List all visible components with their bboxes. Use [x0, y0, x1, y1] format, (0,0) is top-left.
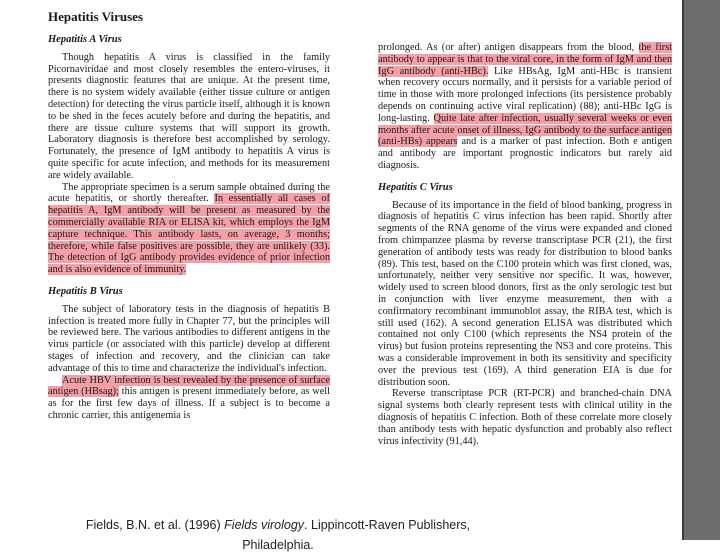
citation-caption [38, 515, 518, 555]
hbv-paragraph-2-text: this antigen is present immediately before, as well as for the first few days of illness. If a subject is to become a chronic carrier, this antigenemia is [48, 386, 330, 421]
right-text-b: Like HBsAg, IgM anti-HBc is transient when recovery occurs normally, and it persists for a variable period of time in those with more prolonged infections (its persistence probably depends on continuing active viral replication) (88); anti-HBc IgG is long-lasting. [378, 65, 672, 124]
anti-hbs-highlight: Quite late after infection, usually several weeks or even months after acute onset of illness, IgG antibody to the surface antigen (anti-HBs) appears [378, 112, 673, 148]
citation-book: Fields virology [224, 518, 305, 532]
hav-paragraph-2-text: The appropriate specimen is a serum sample obtained during the acute hepatitis, or shortly thereafter. [48, 181, 330, 205]
hbv-paragraph-1: The subject of laboratory tests in the diagnosis of hepatitis B infection is treated more fully in Chapter 77, but the principles will be reviewed here. The various antibodies to different antigens in the virus particle (or associated with this particle) develop at different stages of infection and recovery, and the clinician can take advantage of this to time and characterize the individual's infection. [48, 303, 330, 374]
document-page [40, 6, 680, 526]
hcv-paragraph-2: Reverse transcriptase PCR (RT-PCR) and branched-chain DNA signal systems both clearly represent tests with clinical utility in the diagnosis of hepatitis C infection. Both of these correlate more closely than antibody tests with hepatic dysfunction and probably also reflect virus infectivity (91,44). [378, 388, 672, 447]
hcv-heading: Hepatitis C Virus [378, 181, 453, 193]
right-text-c: and is a marker of past infection. Both e antigen and antibody are important prognostic indicators but rarely aid diagnosis. [378, 136, 672, 171]
right-column [378, 42, 672, 447]
hbv-heading: Hepatitis B Virus [48, 285, 123, 297]
anti-hbc-highlight: the first antibody to appear is that to the viral core, in the form of IgM and then IgG antibody (anti-HBc). [378, 42, 672, 77]
hbv-paragraph-2 [48, 375, 330, 422]
page-title: Hepatitis Viruses [48, 9, 143, 24]
right-scrollbar-area [682, 0, 720, 540]
hbv-highlight: Acute HBV infection is best revealed by the presence of surface antigen (HBsag); [48, 374, 330, 398]
hav-paragraph-2 [48, 182, 330, 276]
right-text-a: prolonged. As (or after) antigen disappears from the blood, [378, 42, 635, 53]
hbv-continued-paragraph [378, 42, 672, 172]
citation-publisher: . Lippincott-Raven Publishers, [304, 518, 471, 532]
citation-city: Philadelphia. [242, 538, 314, 552]
hav-highlight: In essentially all cases of hepatitis A, IgM antibody will be present as measured by the commercially available RIA or ELISA kit, which employs the IgM capture technique. This antibody lasts, on average, 3 months; therefore, while false positives are possible, they are unlikely (33). The detection of IgG antibody provides evidence of prior infection and is also evidence of immunity. [48, 193, 330, 276]
left-column [48, 34, 330, 422]
hav-paragraph-1: Though hepatitis A virus is classified in the family Picornaviridae and most closely resembles the entero-viruses, it presents diagnostic features that are unique. At the present time, there is no system widely available (either tissue culture or antigen detection) for detecting the virus particle itself, although it is known to be shed in the feces acutely before and during the hepatitis, and there are tissue culture systems that will support its growth. Laboratory diagnosis is therefore best accomplished by serology. Fortunately, the presence of IgM antibody to hepatitis A virus is quite specific for acute infection, and methods for its measurement are widely available. [48, 51, 330, 181]
hav-heading: Hepatitis A Virus [48, 34, 122, 45]
citation-authors: Fields, B.N. et al. (1996) [85, 518, 221, 532]
hcv-paragraph-1: Because of its importance in the field of blood banking, progress in diagnosis of hepatitis C virus infection has been rapid. Shortly after segments of the RNA genome of the virus were expanded and cloned from chimpanzee plasma by reverse transcriptase PCR (21), the first generation of antibody tests was ready for distribution to blood banks (89). This test, based on the C100 protein which was first cloned, was, unfortunately, neither very sensitive nor specific. It was, however, widely used to screen blood donors, first as the only serologic test but in conjunction with liver enzyme measurement, then with a confirmatory recombinant immunoblot assay, the RIBA test, which is still used (162). A second generation ELISA was distributed which contained not only C100 (which represents the NS4 protein of the virus) but fusion proteins representing the NS3 and core proteins. This was a considerable improvement in both its sensitivity and specificity over the previous test (169). A third generation EIA is due for distribution soon. [378, 199, 672, 388]
